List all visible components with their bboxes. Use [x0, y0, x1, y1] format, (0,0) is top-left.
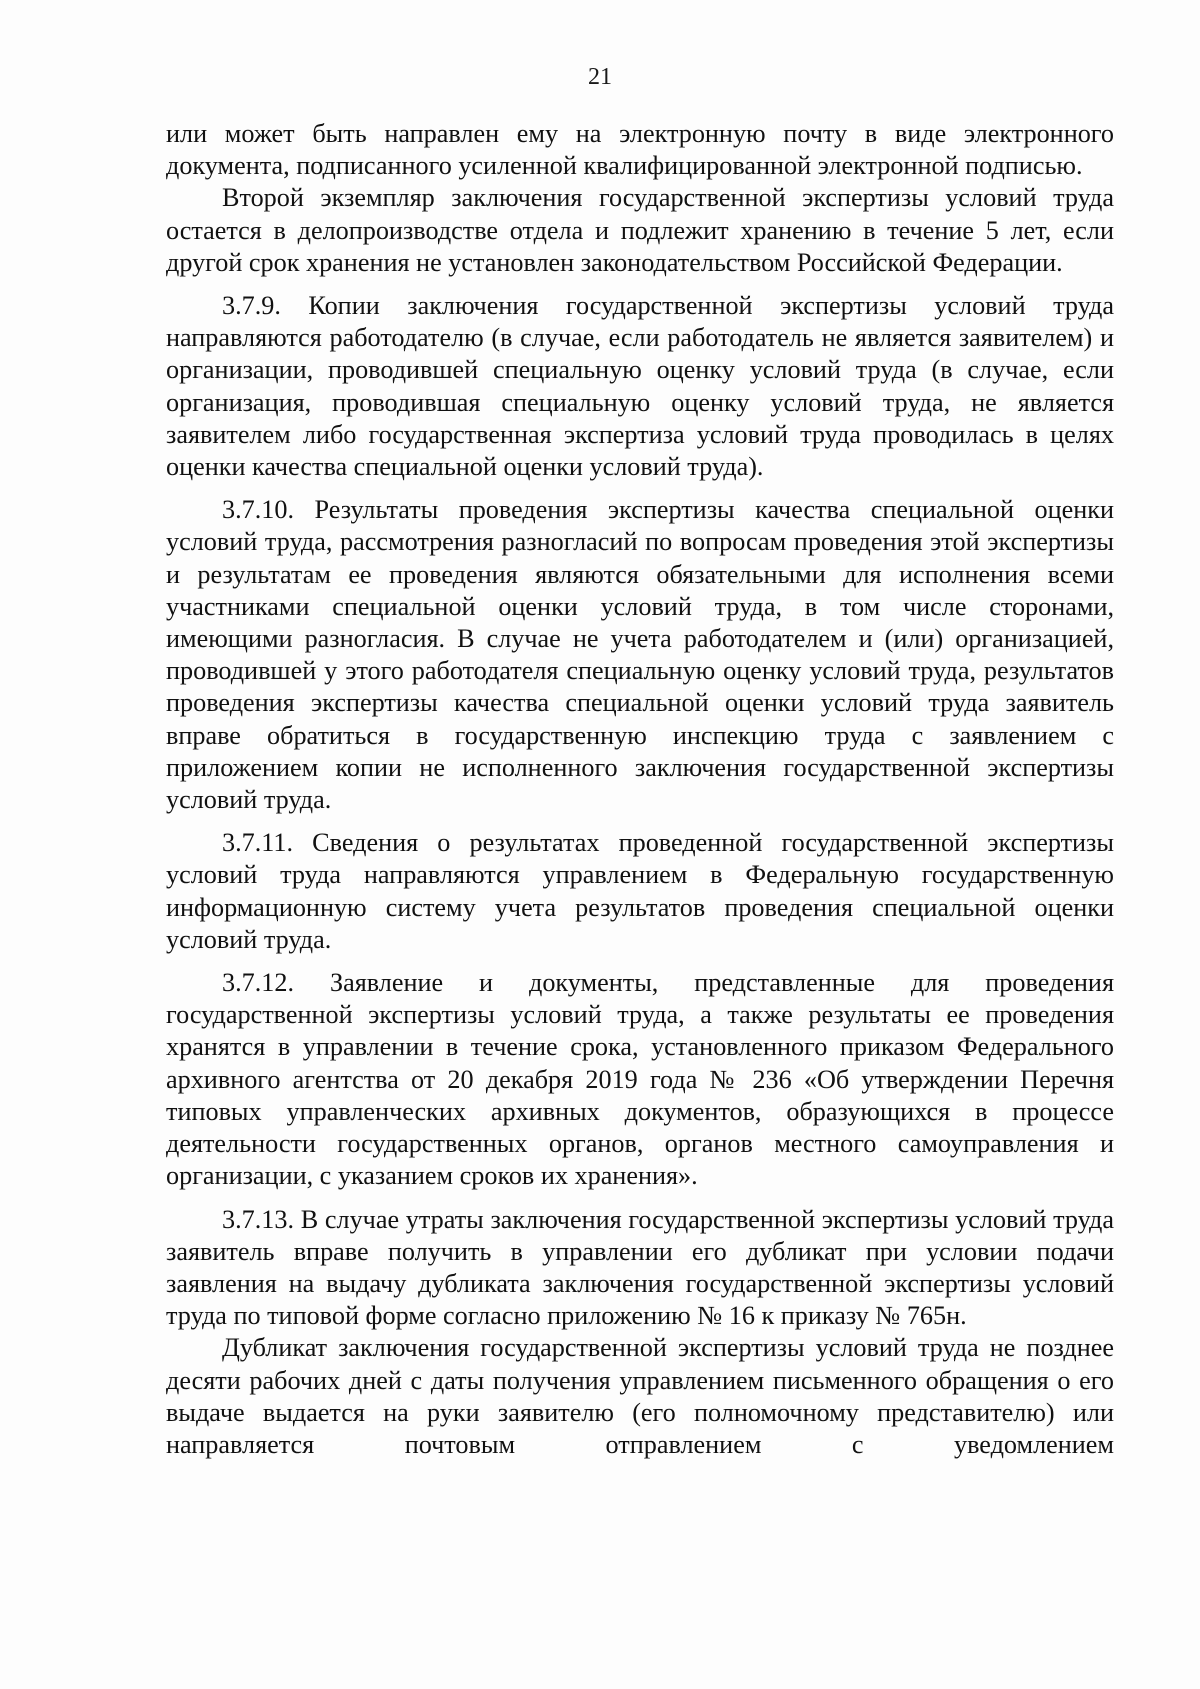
- paragraph-3-7-12: 3.7.12. Заявление и документы, представленные для проведения государственной экспертизы условий труда, а также результаты ее проведения хранятся в управлении в течение срока, установленного приказом Федерального архивного агентства от 20 декабря 2019 года № 236 «Об утверждении Перечня типовых управленческих архивных документов, образующихся в процессе деятельности государственных органов, органов местного самоуправления и организации, с указанием сроков их хранения».: [166, 968, 1114, 1191]
- paragraph-continuation: или может быть направлен ему на электронную почту в виде электронного документа, подписанного усиленной квалифицированной электронной подписью.: [166, 119, 1114, 181]
- paragraph-3-7-11: 3.7.11. Сведения о результатах проведенной государственной экспертизы условий труда направляются управлением в Федеральную государственную информационную систему учета результатов проведения специальной оценки условий труда.: [166, 828, 1114, 954]
- paragraph-3-7-9: 3.7.9. Копии заключения государственной экспертизы условий труда направляются работодателю (в случае, если работодатель не является заявителем) и организации, проводившей специальную оценку условий труда (в случае, если организация, проводившая специальную оценку условий труда, не является заявителем либо государственная экспертиза условий труда проводилась в целях оценки качества специальной оценки условий труда).: [166, 291, 1114, 482]
- document-body: [166, 118, 1114, 1461]
- paragraph-3-7-13: 3.7.13. В случае утраты заключения государственной экспертизы условий труда заявитель вправе получить в управлении его дубликат при условии подачи заявления на выдачу дубликата заключения государственной экспертизы условий труда по типовой форме согласно приложению № 16 к приказу № 765н.: [166, 1204, 1114, 1331]
- paragraph-3-7-10: 3.7.10. Результаты проведения экспертизы качества специальной оценки условий труда, рассмотрения разногласий по вопросам проведения этой экспертизы и результатам ее проведения являются обязательными для исполнения всеми участниками специальной оценки условий труда, в том числе сторонами, имеющими разногласия. В случае не учета работодателем и (или) организацией, проводившей у этого работодателя специальную оценку условий труда, результатов проведения экспертизы качества специальной оценки условий труда заявитель вправе обратиться в государственную инспекцию труда с заявлением с приложением копии не исполненного заключения государственной экспертизы условий труда.: [166, 495, 1114, 815]
- paragraph-duplicate: Дубликат заключения государственной экспертизы условий труда не позднее десяти рабочих дней с даты получения управлением письменного обращения о его выдаче выдается на руки заявителю (его полномочному представителю) или направляется почтовым отправлением с уведомлением: [166, 1333, 1114, 1459]
- page-number: 21: [588, 64, 612, 90]
- paragraph-second-copy: Второй экземпляр заключения государственной экспертизы условий труда остается в делопроизводстве отдела и подлежит хранению в течение 5 лет, если другой срок хранения не установлен законодательством Российской Федерации.: [166, 183, 1114, 277]
